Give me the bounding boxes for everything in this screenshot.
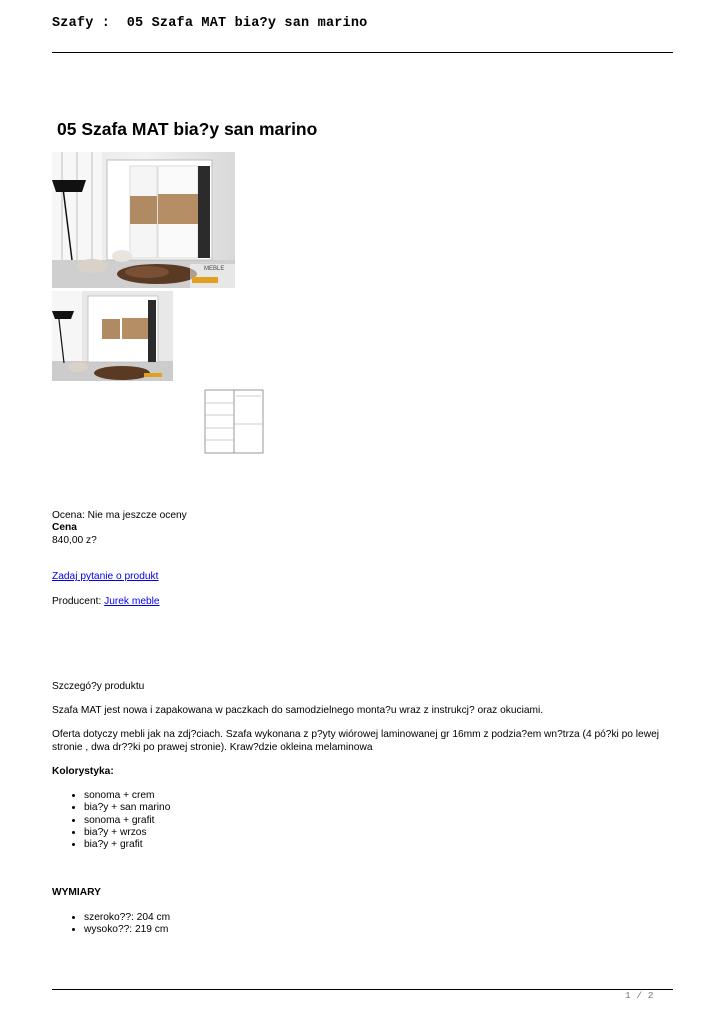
list-item: • bia?y + san marino (84, 802, 170, 814)
footer-divider (52, 989, 673, 990)
producer-link[interactable]: Jurek meble (104, 596, 160, 607)
price-label: Cena (52, 522, 77, 533)
product-title: 05 Szafa MAT bia?y san marino (57, 119, 318, 139)
header-title: Szafy : 05 Szafa MAT bia?y san marino (52, 16, 368, 31)
colors-heading: Kolorystyka: (52, 766, 114, 777)
dimensions-heading: WYMIARY (52, 887, 101, 898)
dimensions-list (52, 912, 170, 937)
product-photo-main[interactable] (52, 152, 235, 288)
list-item: • sonoma + grafit (84, 815, 170, 827)
list-item: • bia?y + grafit (84, 839, 170, 851)
producer-row (52, 596, 160, 609)
details-heading: Szczegó?y produktu (52, 681, 145, 692)
ask-question-link[interactable]: Zadaj pytanie o produkt (52, 571, 159, 582)
list-item: • sonoma + crem (84, 790, 170, 802)
producer-label: Producent: (52, 596, 105, 607)
list-item: • bia?y + wrzos (84, 827, 170, 839)
product-photo-thumbnail[interactable] (52, 291, 173, 381)
list-item: • szeroko??: 204 cm (84, 912, 170, 924)
rating-text: Ocena: Nie ma jeszcze oceny (52, 510, 187, 521)
description-paragraph-1: Szafa MAT jest nowa i zapakowana w paczkach do samodzielnego monta?u wraz z instrukcj? oraz okuciami. (52, 705, 544, 716)
photo-watermark: MEBLE (204, 266, 225, 272)
list-item: • wysoko??: 219 cm (84, 924, 170, 936)
page-number: 1 / 2 (625, 990, 654, 1001)
wardrobe-interior-diagram[interactable] (200, 386, 300, 456)
description-paragraph-2: Oferta dotyczy mebli jak na zdj?ciach. Szafa wykonana z p?yty wiórowej laminowanej gr 16mm z podzia?em wn?trza (4 pó?ki po lewej stronie , dwa dr??ki po prawej stronie). Kraw?dzie okleina melaminowa (52, 729, 660, 753)
price-value: 840,00 z? (52, 535, 97, 546)
colors-list (52, 790, 170, 851)
header-divider (52, 52, 673, 53)
